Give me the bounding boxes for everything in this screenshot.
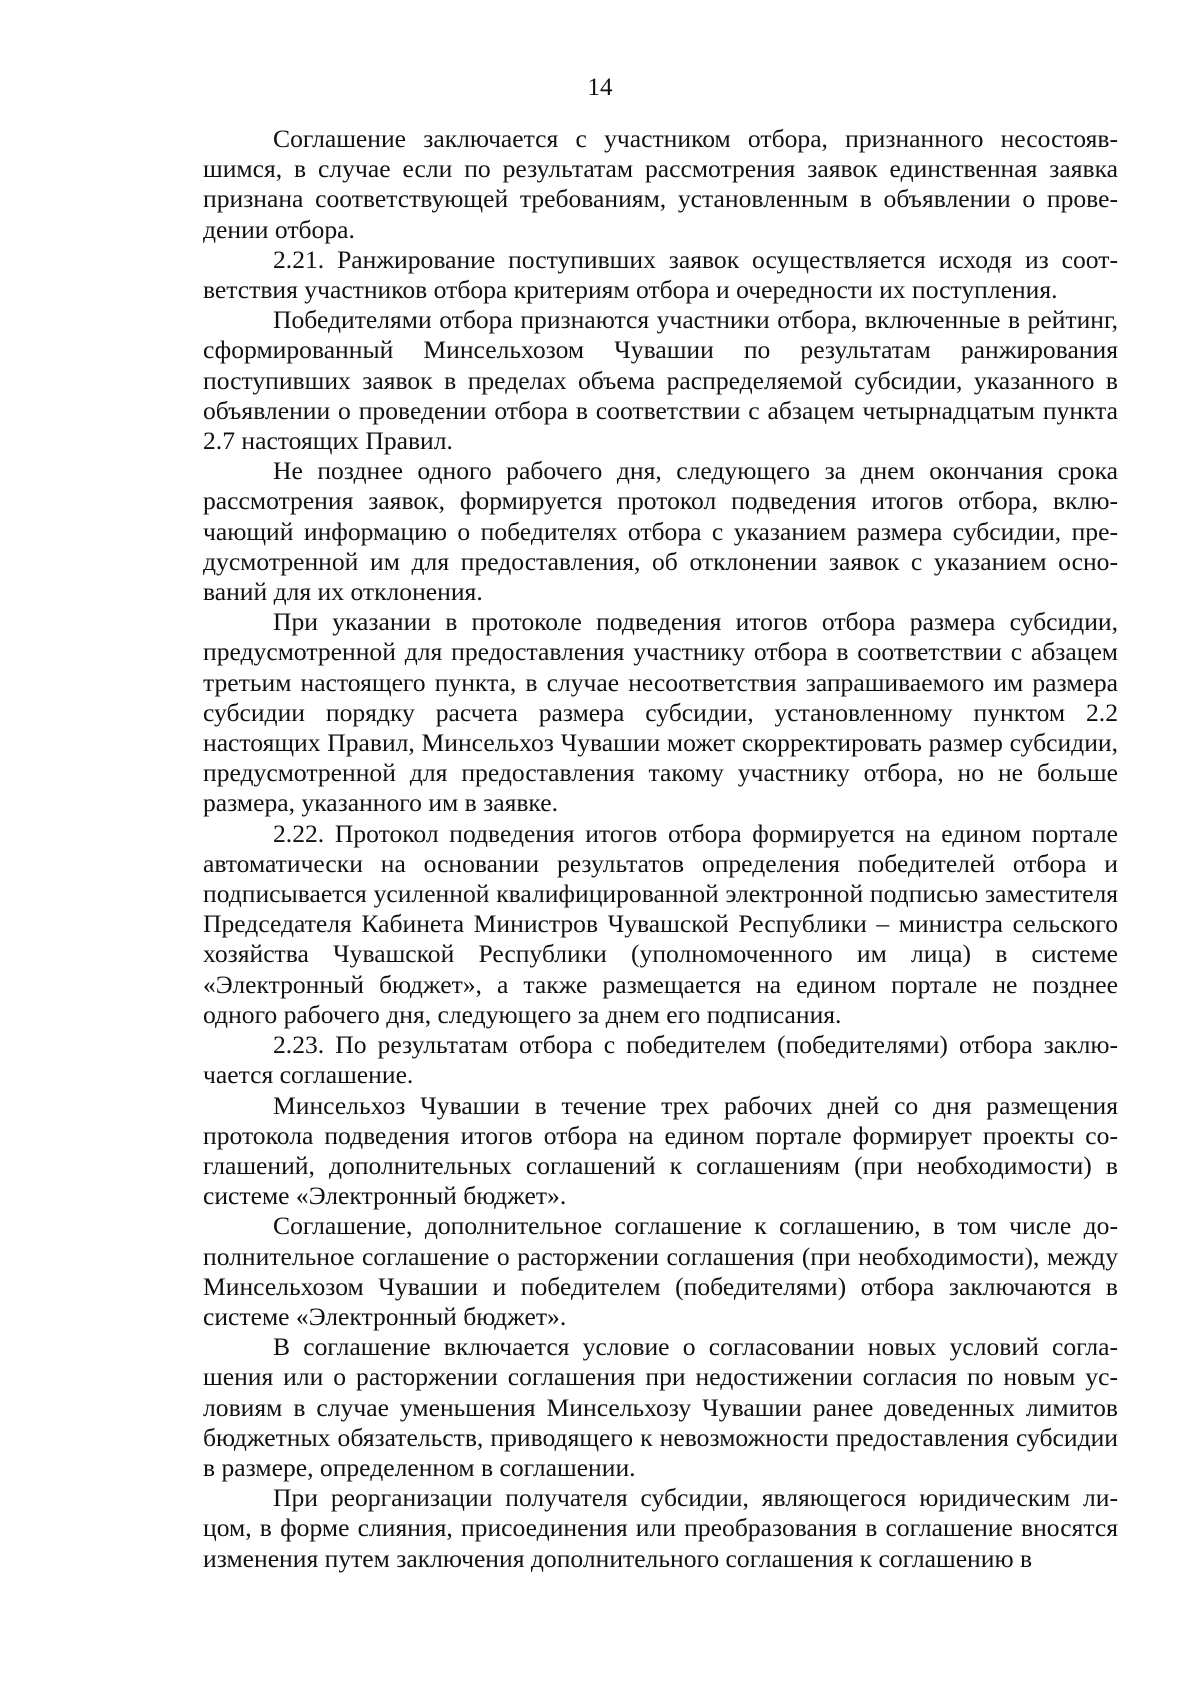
- paragraph-agreement-failed-selection: Соглашение заключается с участником отбора, признанного несостоявшимся, в случае если по результатам рассмотрения заявок единственная заявка признана соответствующей требованиям, установленным в объявлении о проведении отбора.: [203, 124, 1118, 244]
- paragraph-2-23-agreement: 2.23. По результатам отбора с победителем (победителями) отбора заключается соглашение.: [203, 1030, 1118, 1090]
- document-body: [203, 124, 1118, 1574]
- paragraph-additional-agreements: Соглашение, дополнительное соглашение к соглашению, в том числе дополнительное соглашение о расторжении соглашения (при необходимости), между Минсельхозом Чувашии и победителем (победителями) отбора заключаются в системе «Электронный бюджет».: [203, 1211, 1118, 1331]
- paragraph-new-conditions: В соглашение включается условие о согласовании новых условий соглашения или о расторжении соглашения при недостижении согласия по новым условиям в случае уменьшения Минсельхозу Чувашии ранее доведенных лимитов бюджетных обязательств, приводящего к невозможности предоставления субсидии в размере, определенном в соглашении.: [203, 1332, 1118, 1482]
- paragraph-2-22-protocol: 2.22. Протокол подведения итогов отбора формируется на едином портале автоматически на основании результатов определения победителей отбора и подписывается усиленной квалифицированной электронной подписью заместителя Председателя Кабинета Министров Чувашской Республики – министра сельского хозяйства Чувашской Республики (уполномоченного им лица) в системе «Электронный бюджет», а также размещается на едином портале не позднее одного рабочего дня, следующего за днем его подписания.: [203, 818, 1118, 1029]
- paragraph-protocol-deadline: Не позднее одного рабочего дня, следующего за днем окончания срока рассмотрения заявок, формируется протокол подведения итогов отбора, включающий информацию о победителях отбора с указанием размера субсидии, предусмотренной им для предоставления, об отклонении заявок с указанием оснований для их отклонения.: [203, 456, 1118, 607]
- page-number: 14: [587, 74, 613, 101]
- paragraph-reorganization: При реорганизации получателя субсидии, являющегося юридическим лицом, в форме слияния, присоединения или преобразования в соглашение вносятся изменения путем заключения дополнительного соглашения к соглашению в: [203, 1483, 1118, 1573]
- paragraph-2-21-ranking: 2.21. Ранжирование поступивших заявок осуществляется исходя из соответствия участников отбора критериям отбора и очередности их поступления.: [203, 244, 1118, 305]
- paragraph-draft-agreements: Минсельхоз Чувашии в течение трех рабочих дней со дня размещения протокола подведения итогов отбора на едином портале формирует проекты соглашений, дополнительных соглашений к соглашениям (при необходимости) в системе «Электронный бюджет».: [203, 1090, 1118, 1211]
- paragraph-winners: Победителями отбора признаются участники отбора, включенные в рейтинг, сформированный Минсельхозом Чувашии по результатам ранжирования поступивших заявок в пределах объема распределяемой субсидии, указанного в объявлении о проведении отбора в соответствии с абзацем четырнадцатым пункта 2.7 настоящих Правил.: [203, 305, 1118, 456]
- paragraph-subsidy-adjustment: При указании в протоколе подведения итогов отбора размера субсидии, предусмотренной для предоставления участнику отбора в соответствии с абзацем третьим настоящего пункта, в случае несоответствия запрашиваемого им размера субсидии порядку расчета размера субсидии, установленному пунктом 2.2 настоящих Правил, Минсельхоз Чувашии может скорректировать размер субсидии, предусмотренной для предоставления такому участнику отбора, но не больше размера, указанного им в заявке.: [203, 607, 1118, 818]
